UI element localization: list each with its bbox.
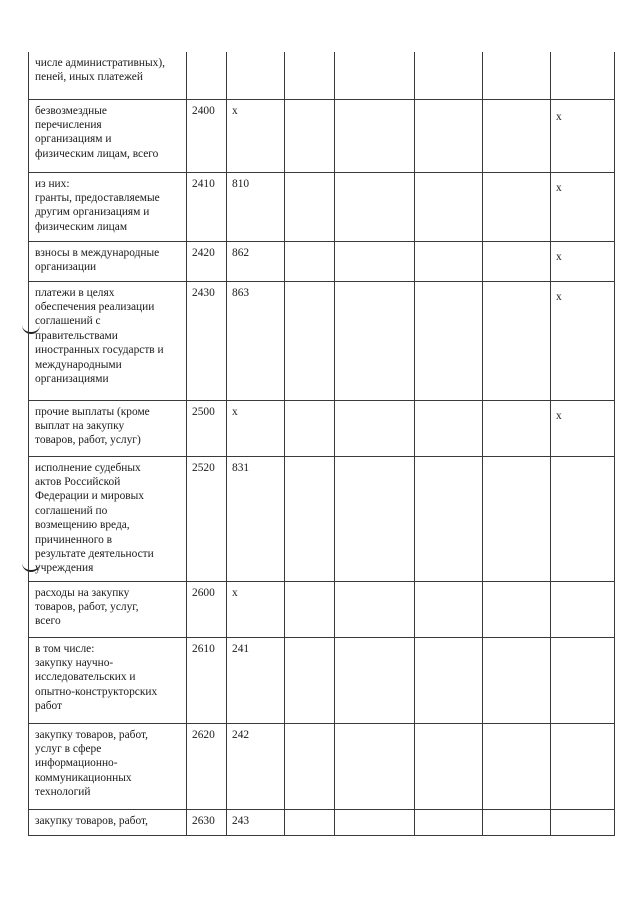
budget-code-cell xyxy=(227,52,285,99)
budget-code-cell: 863 xyxy=(227,281,285,400)
empty-cell xyxy=(335,581,415,637)
budget-code-cell: 862 xyxy=(227,241,285,281)
empty-cell xyxy=(335,400,415,456)
empty-cell xyxy=(335,281,415,400)
empty-cell xyxy=(285,581,335,637)
last-column-cell xyxy=(551,637,615,723)
line-code-cell: 2630 xyxy=(187,809,227,835)
empty-cell xyxy=(483,400,551,456)
empty-cell xyxy=(415,637,483,723)
line-code-cell: 2600 xyxy=(187,581,227,637)
budget-code-cell: 242 xyxy=(227,723,285,809)
line-code-cell: 2500 xyxy=(187,400,227,456)
line-code-cell: 2400 xyxy=(187,99,227,172)
empty-cell xyxy=(285,723,335,809)
empty-cell xyxy=(335,52,415,99)
empty-cell xyxy=(415,809,483,835)
last-column-cell xyxy=(551,581,615,637)
line-code-cell: 2410 xyxy=(187,172,227,241)
table-row xyxy=(29,52,615,99)
empty-cell xyxy=(285,809,335,835)
empty-cell xyxy=(335,241,415,281)
line-code-cell: 2610 xyxy=(187,637,227,723)
budget-code-cell: 831 xyxy=(227,456,285,581)
budget-code-cell: x xyxy=(227,400,285,456)
table-row xyxy=(29,172,615,241)
table-row xyxy=(29,241,615,281)
empty-cell xyxy=(415,172,483,241)
table-row xyxy=(29,581,615,637)
empty-cell xyxy=(335,637,415,723)
table-row xyxy=(29,723,615,809)
empty-cell xyxy=(415,281,483,400)
empty-cell xyxy=(483,172,551,241)
empty-cell xyxy=(483,637,551,723)
row-name-cell: из них: гранты, предоставляемые другим организациям и физическим лицам xyxy=(29,172,187,241)
empty-cell xyxy=(335,99,415,172)
empty-cell xyxy=(285,281,335,400)
empty-cell xyxy=(483,99,551,172)
last-column-cell xyxy=(551,456,615,581)
last-column-cell xyxy=(551,809,615,835)
empty-cell xyxy=(335,723,415,809)
budget-code-cell: x xyxy=(227,99,285,172)
empty-cell xyxy=(285,637,335,723)
row-name-cell: числе административных), пеней, иных платежей xyxy=(29,52,187,99)
line-code-cell: 2420 xyxy=(187,241,227,281)
empty-cell xyxy=(285,172,335,241)
empty-cell xyxy=(335,809,415,835)
empty-cell xyxy=(483,281,551,400)
empty-cell xyxy=(415,400,483,456)
line-code-cell xyxy=(187,52,227,99)
empty-cell xyxy=(335,456,415,581)
empty-cell xyxy=(483,723,551,809)
empty-cell xyxy=(415,456,483,581)
row-name-cell: прочие выплаты (кроме выплат на закупку товаров, работ, услуг) xyxy=(29,400,187,456)
row-name-cell: в том числе: закупку научно- исследовательских и опытно-конструкторских работ xyxy=(29,637,187,723)
budget-code-cell: 810 xyxy=(227,172,285,241)
table-row xyxy=(29,809,615,835)
empty-cell xyxy=(415,723,483,809)
table-row xyxy=(29,456,615,581)
empty-cell xyxy=(285,241,335,281)
empty-cell xyxy=(415,99,483,172)
table-row xyxy=(29,400,615,456)
last-column-cell: x xyxy=(551,241,615,281)
empty-cell xyxy=(483,456,551,581)
empty-cell xyxy=(285,52,335,99)
row-name-cell: взносы в международные организации xyxy=(29,241,187,281)
budget-code-cell: x xyxy=(227,581,285,637)
row-name-cell: безвозмездные перечисления организациям и физическим лицам, всего xyxy=(29,99,187,172)
last-column-cell xyxy=(551,723,615,809)
row-name-cell: закупку товаров, работ, xyxy=(29,809,187,835)
budget-code-cell: 243 xyxy=(227,809,285,835)
row-name-cell: расходы на закупку товаров, работ, услуг, всего xyxy=(29,581,187,637)
row-name-cell: платежи в целях обеспечения реализации соглашений с правительствами иностранных государств и международными организациями xyxy=(29,281,187,400)
table-row xyxy=(29,637,615,723)
last-column-cell: x xyxy=(551,99,615,172)
line-code-cell: 2520 xyxy=(187,456,227,581)
empty-cell xyxy=(285,99,335,172)
empty-cell xyxy=(335,172,415,241)
empty-cell xyxy=(285,456,335,581)
last-column-cell: x xyxy=(551,281,615,400)
line-code-cell: 2620 xyxy=(187,723,227,809)
last-column-cell: x xyxy=(551,400,615,456)
table-row xyxy=(29,99,615,172)
line-code-cell: 2430 xyxy=(187,281,227,400)
last-column-cell: x xyxy=(551,172,615,241)
budget-code-cell: 241 xyxy=(227,637,285,723)
expenses-table xyxy=(28,52,615,836)
last-column-cell xyxy=(551,52,615,99)
row-name-cell: исполнение судебных актов Российской Федерации и мировых соглашений по возмещению вреда, причиненного в результате деятельности учреждения xyxy=(29,456,187,581)
empty-cell xyxy=(415,241,483,281)
empty-cell xyxy=(483,52,551,99)
empty-cell xyxy=(285,400,335,456)
table-row xyxy=(29,281,615,400)
empty-cell xyxy=(483,809,551,835)
empty-cell xyxy=(483,581,551,637)
empty-cell xyxy=(415,581,483,637)
empty-cell xyxy=(415,52,483,99)
empty-cell xyxy=(483,241,551,281)
row-name-cell: закупку товаров, работ, услуг в сфере информационно- коммуникационных технологий xyxy=(29,723,187,809)
